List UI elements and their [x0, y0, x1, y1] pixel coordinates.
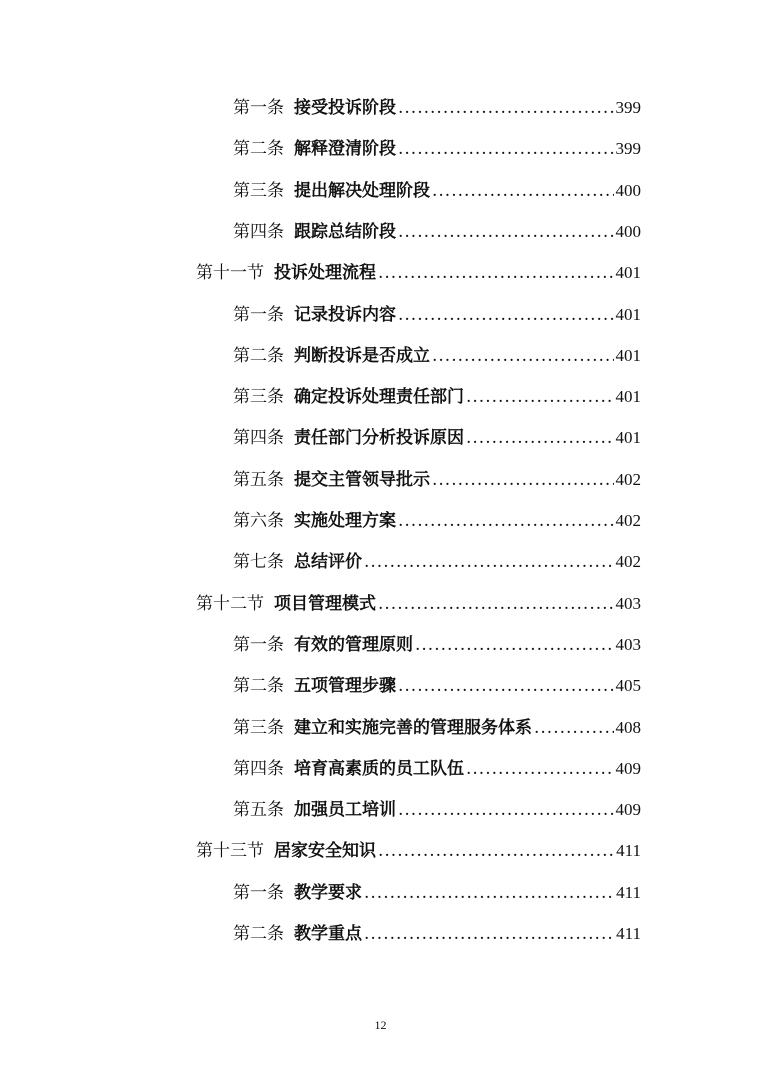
toc-article-row[interactable]	[233, 630, 641, 660]
toc-entry-label: 第二条	[233, 924, 284, 944]
toc-entry-title: 总结评价	[294, 552, 362, 572]
toc-article-row[interactable]	[233, 300, 641, 330]
toc-entry-label: 第四条	[233, 759, 284, 779]
toc-entry-page-number: 403	[615, 635, 641, 654]
dot-leader	[398, 134, 614, 164]
toc-entry-title: 建立和实施完善的管理服务体系	[294, 718, 532, 738]
toc-article-row[interactable]	[233, 217, 641, 247]
toc-entry-page-number: 402	[615, 552, 641, 571]
toc-article-row[interactable]	[233, 713, 641, 743]
toc-entry-title: 确定投诉处理责任部门	[294, 387, 464, 407]
toc-article-row[interactable]	[233, 93, 641, 123]
toc-entry-page-number: 402	[615, 511, 641, 530]
toc-entry-title: 实施处理方案	[294, 511, 396, 531]
dot-leader	[398, 93, 614, 123]
toc-entry-page-number: 411	[616, 924, 641, 943]
toc-entry-title: 教学重点	[294, 924, 362, 944]
toc-entry-label: 第十一节	[196, 263, 264, 283]
toc-article-row[interactable]	[233, 465, 641, 495]
toc-article-row[interactable]	[233, 754, 641, 784]
toc-entry-title: 跟踪总结阶段	[294, 222, 396, 242]
dot-leader	[378, 836, 614, 866]
dot-leader	[534, 713, 614, 743]
toc-entry-label: 第四条	[233, 222, 284, 242]
toc-section-row[interactable]	[196, 258, 641, 288]
toc-entry-page-number: 401	[615, 387, 641, 406]
dot-leader	[415, 630, 614, 660]
toc-entry-title: 记录投诉内容	[294, 305, 396, 325]
toc-entry-title: 接受投诉阶段	[294, 98, 396, 118]
toc-entry-page-number: 411	[616, 841, 641, 860]
toc-entry-page-number: 400	[615, 222, 641, 241]
toc-entry-page-number: 399	[615, 139, 641, 158]
toc-article-row[interactable]	[233, 423, 641, 453]
toc-entry-title: 有效的管理原则	[294, 635, 413, 655]
toc-entry-page-number: 411	[616, 883, 641, 902]
toc-entry-label: 第四条	[233, 428, 284, 448]
toc-article-row[interactable]	[233, 382, 641, 412]
toc-entry-page-number: 401	[615, 346, 641, 365]
toc-entry-title: 教学要求	[294, 883, 362, 903]
dot-leader	[432, 465, 614, 495]
toc-entry-page-number: 399	[615, 98, 641, 117]
dot-leader	[466, 754, 614, 784]
toc-entry-page-number: 401	[615, 263, 641, 282]
dot-leader	[398, 300, 614, 330]
toc-article-row[interactable]	[233, 176, 641, 206]
dot-leader	[398, 217, 614, 247]
toc-entry-title: 提出解决处理阶段	[294, 181, 430, 201]
toc-entry-title: 五项管理步骤	[294, 676, 396, 696]
toc-article-row[interactable]	[233, 134, 641, 164]
dot-leader	[364, 547, 614, 577]
dot-leader	[378, 258, 614, 288]
toc-entry-page-number: 403	[615, 594, 641, 613]
dot-leader	[466, 423, 614, 453]
toc-entry-page-number: 401	[615, 305, 641, 324]
page-number: 12	[374, 1018, 387, 1032]
toc-entry-title: 加强员工培训	[294, 800, 396, 820]
dot-leader	[432, 176, 614, 206]
toc-entry-label: 第二条	[233, 139, 284, 159]
toc-article-row[interactable]	[233, 919, 641, 949]
dot-leader	[466, 382, 614, 412]
toc-entry-label: 第十三节	[196, 841, 264, 861]
toc-entry-label: 第一条	[233, 883, 284, 903]
toc-entry-label: 第二条	[233, 676, 284, 696]
toc-entry-title: 解释澄清阶段	[294, 139, 396, 159]
dot-leader	[364, 878, 614, 908]
toc-entry-label: 第一条	[233, 305, 284, 325]
toc-entry-label: 第十二节	[196, 594, 264, 614]
toc-entry-label: 第一条	[233, 635, 284, 655]
toc-entry-page-number: 401	[615, 428, 641, 447]
toc-entry-page-number: 409	[615, 800, 641, 819]
dot-leader	[398, 506, 614, 536]
toc-entry-label: 第七条	[233, 552, 284, 572]
toc-entry-page-number: 400	[615, 181, 641, 200]
toc-entry-label: 第五条	[233, 470, 284, 490]
toc-entry-title: 提交主管领导批示	[294, 470, 430, 490]
toc-article-row[interactable]	[233, 506, 641, 536]
toc-entry-label: 第三条	[233, 387, 284, 407]
toc-article-row[interactable]	[233, 795, 641, 825]
toc-entry-page-number: 408	[615, 718, 641, 737]
toc-entry-label: 第三条	[233, 718, 284, 738]
toc-entry-page-number: 405	[615, 676, 641, 695]
toc-entry-title: 项目管理模式	[274, 594, 376, 614]
toc-entry-label: 第三条	[233, 181, 284, 201]
dot-leader	[398, 671, 614, 701]
toc-entry-label: 第二条	[233, 346, 284, 366]
toc-entry-title: 责任部门分析投诉原因	[294, 428, 464, 448]
dot-leader	[378, 589, 614, 619]
toc-article-row[interactable]	[233, 878, 641, 908]
dot-leader	[432, 341, 614, 371]
toc-entry-title: 培育高素质的员工队伍	[294, 759, 464, 779]
toc-section-row[interactable]	[196, 836, 641, 866]
toc-entry-title: 判断投诉是否成立	[294, 346, 430, 366]
toc-article-row[interactable]	[233, 341, 641, 371]
toc-entry-label: 第一条	[233, 98, 284, 118]
toc-entry-label: 第五条	[233, 800, 284, 820]
toc-entry-label: 第六条	[233, 511, 284, 531]
toc-entry-page-number: 409	[615, 759, 641, 778]
dot-leader	[364, 919, 614, 949]
dot-leader	[398, 795, 614, 825]
toc-entry-title: 居家安全知识	[274, 841, 376, 861]
toc-section-row[interactable]	[196, 589, 641, 619]
toc-article-row[interactable]	[233, 547, 641, 577]
toc-entry-title: 投诉处理流程	[274, 263, 376, 283]
toc-article-row[interactable]	[233, 671, 641, 701]
toc-entry-page-number: 402	[615, 470, 641, 489]
